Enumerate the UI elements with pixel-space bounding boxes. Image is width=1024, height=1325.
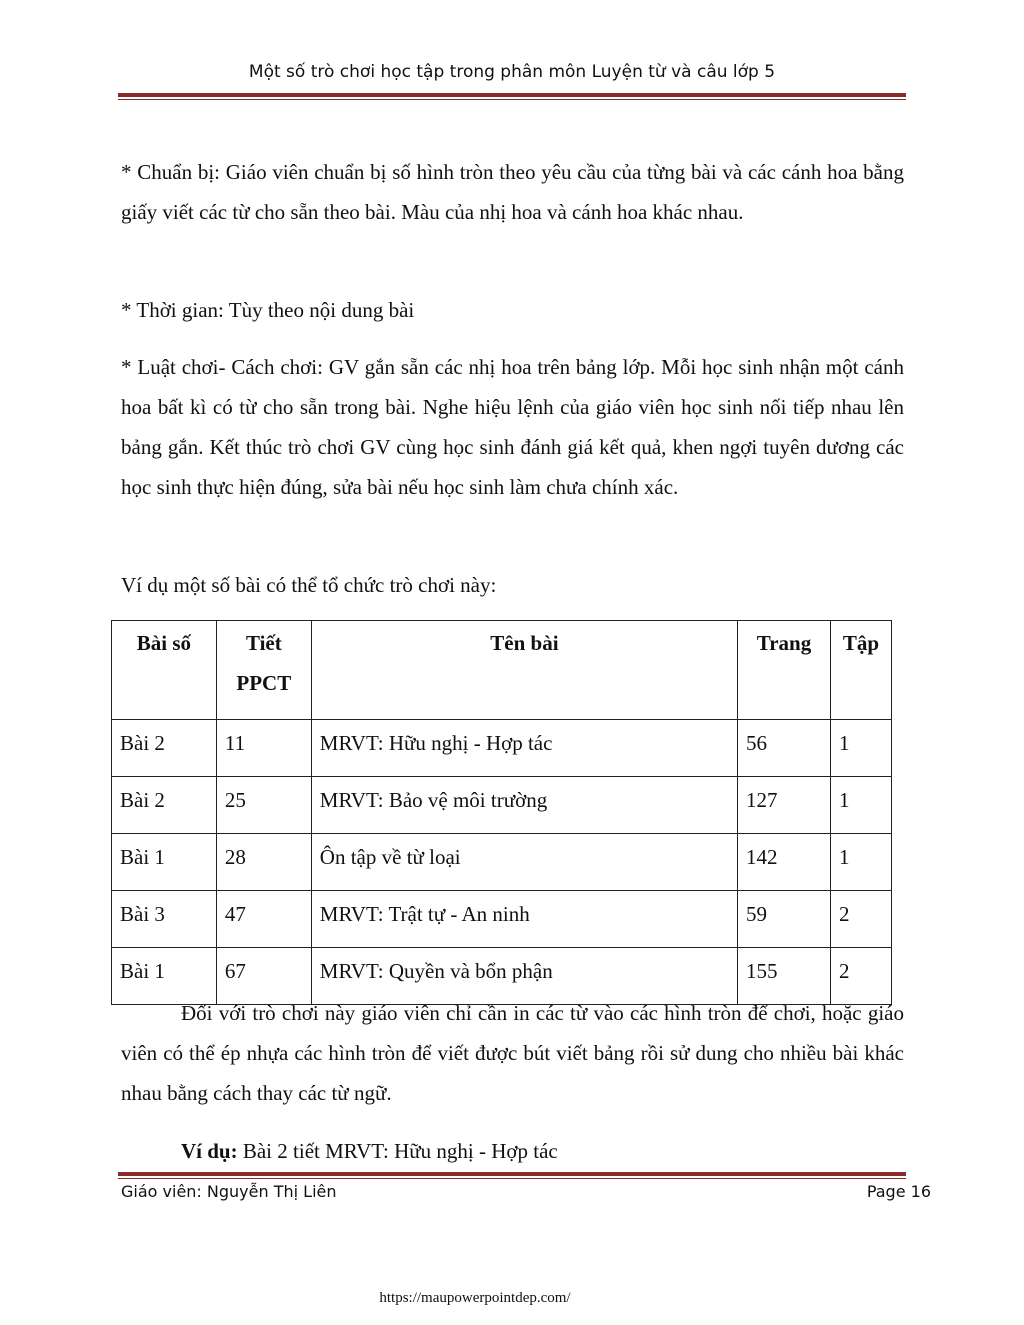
- cell-volume: 1: [830, 834, 891, 891]
- table-row: [112, 720, 892, 777]
- footer-divider: [118, 1172, 906, 1179]
- header-period: [216, 621, 311, 720]
- preparation-paragraph: * Chuẩn bị: Giáo viên chuẩn bị số hình tròn theo yêu cầu của từng bài và các cánh hoa bằng giấy viết các từ cho sẵn theo bài. Màu của nhị hoa và cánh hoa khác nhau.: [121, 160, 904, 224]
- table-row: [112, 834, 892, 891]
- cell-name: MRVT: Quyền và bổn phận: [311, 948, 737, 1005]
- lessons-table: [111, 620, 892, 1005]
- cell-lesson: Bài 2: [112, 720, 217, 777]
- cell-lesson: Bài 3: [112, 891, 217, 948]
- time-paragraph: * Thời gian: Tùy theo nội dung bài: [121, 298, 415, 322]
- cell-volume: 2: [830, 948, 891, 1005]
- after-table-paragraph: Đối với trò chơi này giáo viên chỉ cần in các từ vào các hình tròn để chơi, hoặc giáo viên có thể ép nhựa các hình tròn để viết được bút viết bảng rồi sử dung cho nhiều bài khác nhau bằng cách thay các từ ngữ.: [121, 1001, 904, 1105]
- table-row: [112, 777, 892, 834]
- source-url-link[interactable]: https://maupowerpointdep.com/: [379, 1290, 571, 1306]
- cell-name: MRVT: Bảo vệ môi trường: [311, 777, 737, 834]
- cell-period: 28: [216, 834, 311, 891]
- header-volume: Tập: [830, 621, 891, 720]
- example-label: Ví dụ:: [181, 1139, 238, 1163]
- header-name: Tên bài: [311, 621, 737, 720]
- cell-page: 155: [738, 948, 831, 1005]
- cell-page: 127: [738, 777, 831, 834]
- cell-period: 47: [216, 891, 311, 948]
- cell-period: 11: [216, 720, 311, 777]
- page-header-title: Một số trò chơi học tập trong phân môn Luyện từ và câu lớp 5: [248, 62, 776, 82]
- cell-name: Ôn tập về từ loại: [311, 834, 737, 891]
- table-header-row: [112, 621, 892, 720]
- example-text: Bài 2 tiết MRVT: Hữu nghị - Hợp tác: [237, 1139, 558, 1163]
- header-period-line1: Tiết: [245, 631, 282, 655]
- cell-volume: 1: [830, 720, 891, 777]
- rules-paragraph: * Luật chơi- Cách chơi: GV gắn sẵn các nhị hoa trên bảng lớp. Mỗi học sinh nhận một cánh hoa bất kì có từ cho sẵn trong bài. Nghe hiệu lệnh của giáo viên học sinh nối tiếp nhau lên bảng gắn. Kết thúc trò chơi GV cùng học sinh đánh giá kết quả, khen ngợi tuyên dương các học sinh thực hiện đúng, sửa bài nếu học sinh làm chưa chính xác.: [121, 355, 904, 499]
- footer-teacher: Giáo viên: Nguyễn Thị Liên: [121, 1182, 337, 1201]
- cell-name: MRVT: Trật tự - An ninh: [311, 891, 737, 948]
- table-row: [112, 891, 892, 948]
- cell-volume: 2: [830, 891, 891, 948]
- header-divider: [118, 93, 906, 100]
- cell-page: 56: [738, 720, 831, 777]
- cell-page: 142: [738, 834, 831, 891]
- header-lesson: Bài số: [112, 621, 217, 720]
- cell-page: 59: [738, 891, 831, 948]
- cell-period: 67: [216, 948, 311, 1005]
- header-page: Trang: [738, 621, 831, 720]
- cell-name: MRVT: Hữu nghị - Hợp tác: [311, 720, 737, 777]
- footer-page-number: Page 16: [866, 1182, 931, 1201]
- header-period-line2: PPCT: [236, 671, 292, 695]
- cell-lesson: Bài 1: [112, 834, 217, 891]
- cell-lesson: Bài 2: [112, 777, 217, 834]
- cell-lesson: Bài 1: [112, 948, 217, 1005]
- cell-period: 25: [216, 777, 311, 834]
- examples-intro: Ví dụ một số bài có thể tổ chức trò chơi này:: [121, 573, 497, 597]
- example-line: [121, 1131, 904, 1171]
- cell-volume: 1: [830, 777, 891, 834]
